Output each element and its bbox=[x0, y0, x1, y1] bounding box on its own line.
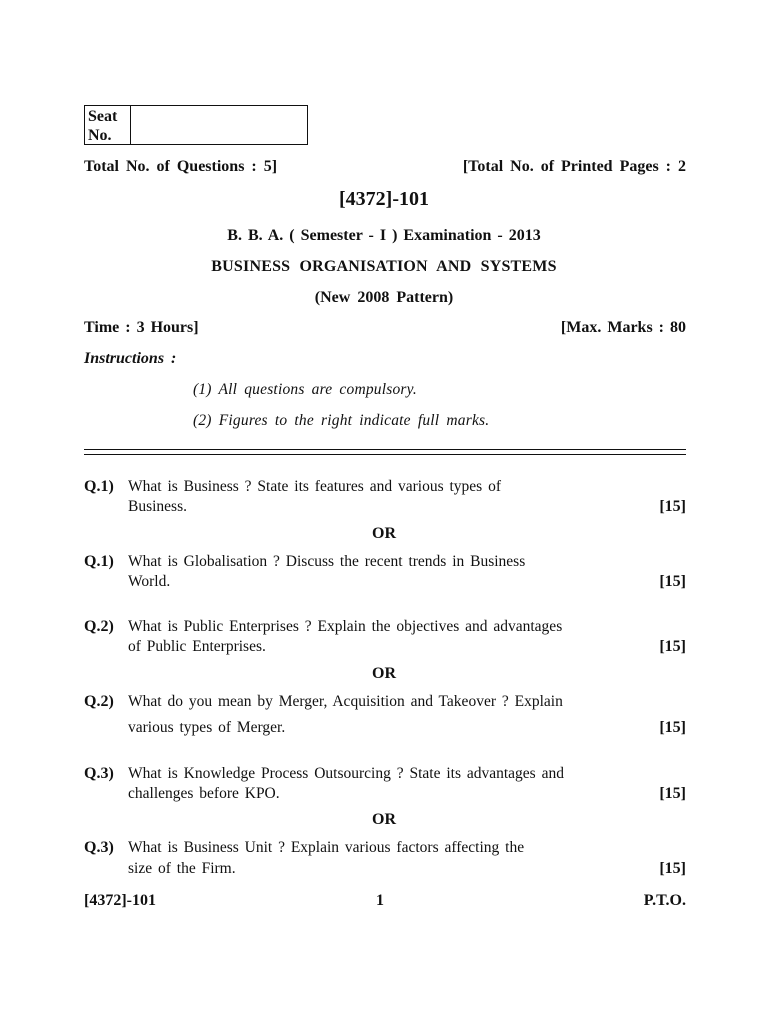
question-number: Q.1) bbox=[84, 553, 114, 570]
divider-rule bbox=[84, 454, 686, 455]
question-text: What is Business ? State its features and various types of bbox=[128, 478, 501, 495]
question-text: What is Knowledge Process Outsourcing ? State its advantages and bbox=[128, 765, 564, 782]
question-text: What do you mean by Merger, Acquisition and Takeover ? Explain bbox=[128, 693, 563, 710]
question-text: size of the Firm. bbox=[128, 860, 236, 877]
question-number: Q.2) bbox=[84, 618, 114, 635]
question-marks: [15] bbox=[659, 860, 686, 877]
question-number: Q.2) bbox=[84, 693, 114, 710]
question-text: World. bbox=[128, 573, 171, 590]
question-marks: [15] bbox=[659, 638, 686, 655]
seat-number-label: Seat No. bbox=[85, 106, 131, 144]
question-marks: [15] bbox=[659, 573, 686, 590]
question-text: various types of Merger. bbox=[128, 719, 286, 736]
time-label: Time : 3 Hours] bbox=[84, 319, 199, 336]
divider-rule bbox=[84, 449, 686, 450]
instructions-label: Instructions : bbox=[84, 350, 177, 367]
paper-code: [4372]-101 bbox=[339, 188, 429, 210]
question-number: Q.3) bbox=[84, 765, 114, 782]
seat-number-box bbox=[84, 105, 308, 145]
subject-title: BUSINESS ORGANISATION AND SYSTEMS bbox=[211, 258, 557, 275]
question-text: Business. bbox=[128, 498, 187, 515]
question-marks: [15] bbox=[659, 498, 686, 515]
pattern-label: (New 2008 Pattern) bbox=[314, 289, 454, 306]
question-text: What is Business Unit ? Explain various factors affecting the bbox=[128, 839, 525, 856]
question-text: What is Public Enterprises ? Explain the objectives and advantages bbox=[128, 618, 563, 635]
pto-label: P.T.O. bbox=[643, 892, 686, 909]
or-separator: OR bbox=[372, 811, 396, 828]
max-marks-label: [Max. Marks : 80 bbox=[560, 319, 686, 336]
question-text: challenges before KPO. bbox=[128, 785, 280, 802]
question-marks: [15] bbox=[659, 719, 686, 736]
or-separator: OR bbox=[372, 525, 396, 542]
question-marks: [15] bbox=[659, 785, 686, 802]
seat-number-field bbox=[131, 106, 307, 144]
question-text: What is Globalisation ? Discuss the recent trends in Business bbox=[128, 553, 526, 570]
or-separator: OR bbox=[372, 665, 396, 682]
page-number: 1 bbox=[376, 892, 384, 909]
total-questions: Total No. of Questions : 5] bbox=[84, 158, 278, 175]
instruction-item: (2) Figures to the right indicate full marks. bbox=[193, 412, 490, 429]
footer-paper-code: [4372]-101 bbox=[84, 892, 156, 909]
question-number: Q.1) bbox=[84, 478, 114, 495]
question-number: Q.3) bbox=[84, 839, 114, 856]
exam-title: B. B. A. ( Semester - I ) Examination - 2013 bbox=[227, 227, 541, 244]
total-pages: [Total No. of Printed Pages : 2 bbox=[462, 158, 686, 175]
instruction-item: (1) All questions are compulsory. bbox=[193, 381, 417, 398]
question-text: of Public Enterprises. bbox=[128, 638, 266, 655]
